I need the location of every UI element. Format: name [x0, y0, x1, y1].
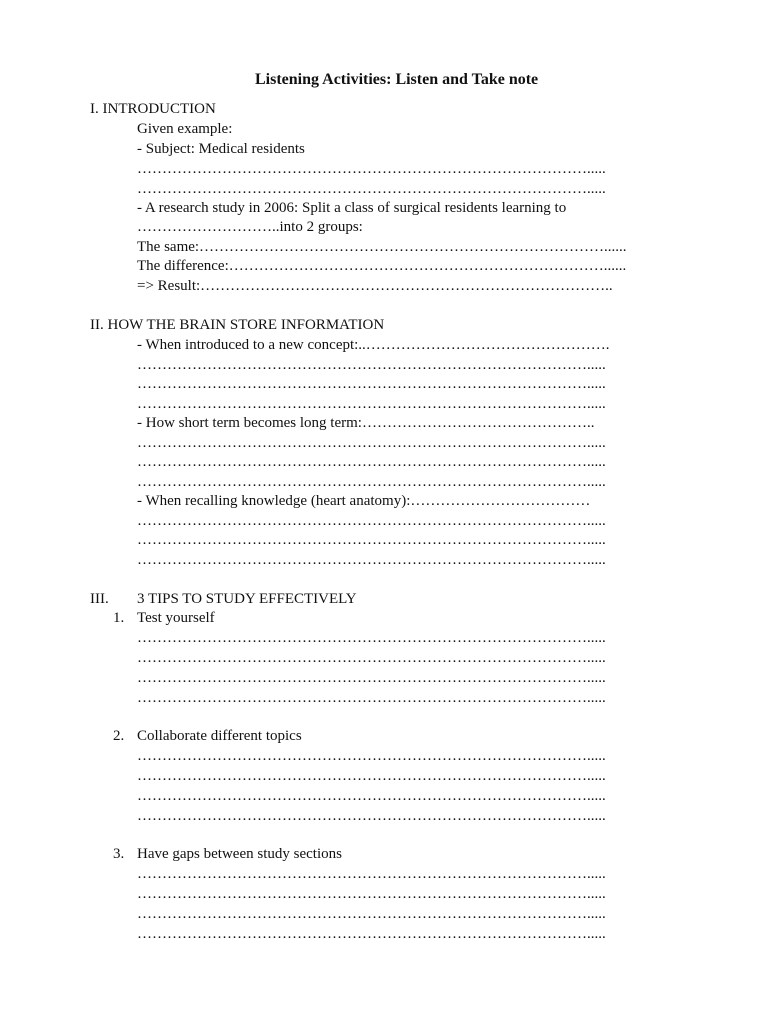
question-new-concept: - When introduced to a new concept:..………………………………………….: [137, 337, 610, 353]
result-line: => Result:………………………………………………………………………..: [137, 278, 613, 294]
blank-line: ……………………………………………………………………………….....: [137, 357, 606, 373]
blank-line: ……………………………………………………………………………….....: [137, 513, 606, 529]
section-2-heading: II. HOW THE BRAIN STORE INFORMATION: [90, 317, 385, 333]
blank-line: ……………………………………………………………………………….....: [137, 532, 606, 548]
section-3-heading: 3 TIPS TO STUDY EFFECTIVELY: [137, 591, 357, 607]
section-3-number: III.: [90, 591, 109, 607]
blank-line: ……………………………………………………………………………….....: [137, 474, 606, 490]
section-1-heading: I. INTRODUCTION: [90, 101, 216, 117]
subject-line: - Subject: Medical residents: [137, 141, 305, 157]
tip-3-label: Have gaps between study sections: [137, 846, 342, 862]
tip-2-label: Collaborate different topics: [137, 728, 302, 744]
blank-line: ……………………………………………………………………………….....: [137, 690, 606, 706]
blank-line: ……………………………………………………………………………….....: [137, 630, 606, 646]
blank-line: ……………………………………………………………………………….....: [137, 886, 606, 902]
tip-3-number: 3.: [113, 846, 125, 862]
blank-line: ……………………………………………………………………………….....: [137, 552, 606, 568]
blank-line: ……………………………………………………………………………….....: [137, 161, 606, 177]
blank-line: ……………………………………………………………………………….....: [137, 650, 606, 666]
blank-line: ……………………………………………………………………………….....: [137, 181, 606, 197]
blank-line: ……………………………………………………………………………….....: [137, 768, 606, 784]
research-study-line: - A research study in 2006: Split a class of surgical residents learning to: [137, 200, 567, 216]
blank-line: ……………………………………………………………………………….....: [137, 454, 606, 470]
blank-line: ……………………………………………………………………………….....: [137, 396, 606, 412]
the-same-line: The same:………………………………………………………………………......: [137, 239, 627, 255]
blank-line: ……………………………………………………………………………….....: [137, 435, 606, 451]
blank-line: ……………………………………………………………………………….....: [137, 376, 606, 392]
blank-line: ……………………………………………………………………………….....: [137, 808, 606, 824]
blank-line: ……………………………………………………………………………….....: [137, 926, 606, 942]
tip-2-number: 2.: [113, 728, 125, 744]
blank-line: ……………………………………………………………………………….....: [137, 748, 606, 764]
question-recalling-knowledge: - When recalling knowledge (heart anatomy):………………………………: [137, 493, 591, 509]
blank-line: ……………………………………………………………………………….....: [137, 788, 606, 804]
tip-1-label: Test yourself: [137, 610, 215, 626]
given-example-label: Given example:: [137, 121, 233, 137]
page-title: Listening Activities: Listen and Take note: [255, 71, 539, 88]
the-difference-line: The difference:…………………………………………………………………......: [137, 258, 627, 274]
tip-1-number: 1.: [113, 610, 125, 626]
blank-line: ……………………………………………………………………………….....: [137, 866, 606, 882]
into-groups-line: ………………………..into 2 groups:: [137, 219, 363, 235]
blank-line: ……………………………………………………………………………….....: [137, 906, 606, 922]
question-short-long-term: - How short term becomes long term:………………………………………..: [137, 415, 595, 431]
blank-line: ……………………………………………………………………………….....: [137, 670, 606, 686]
